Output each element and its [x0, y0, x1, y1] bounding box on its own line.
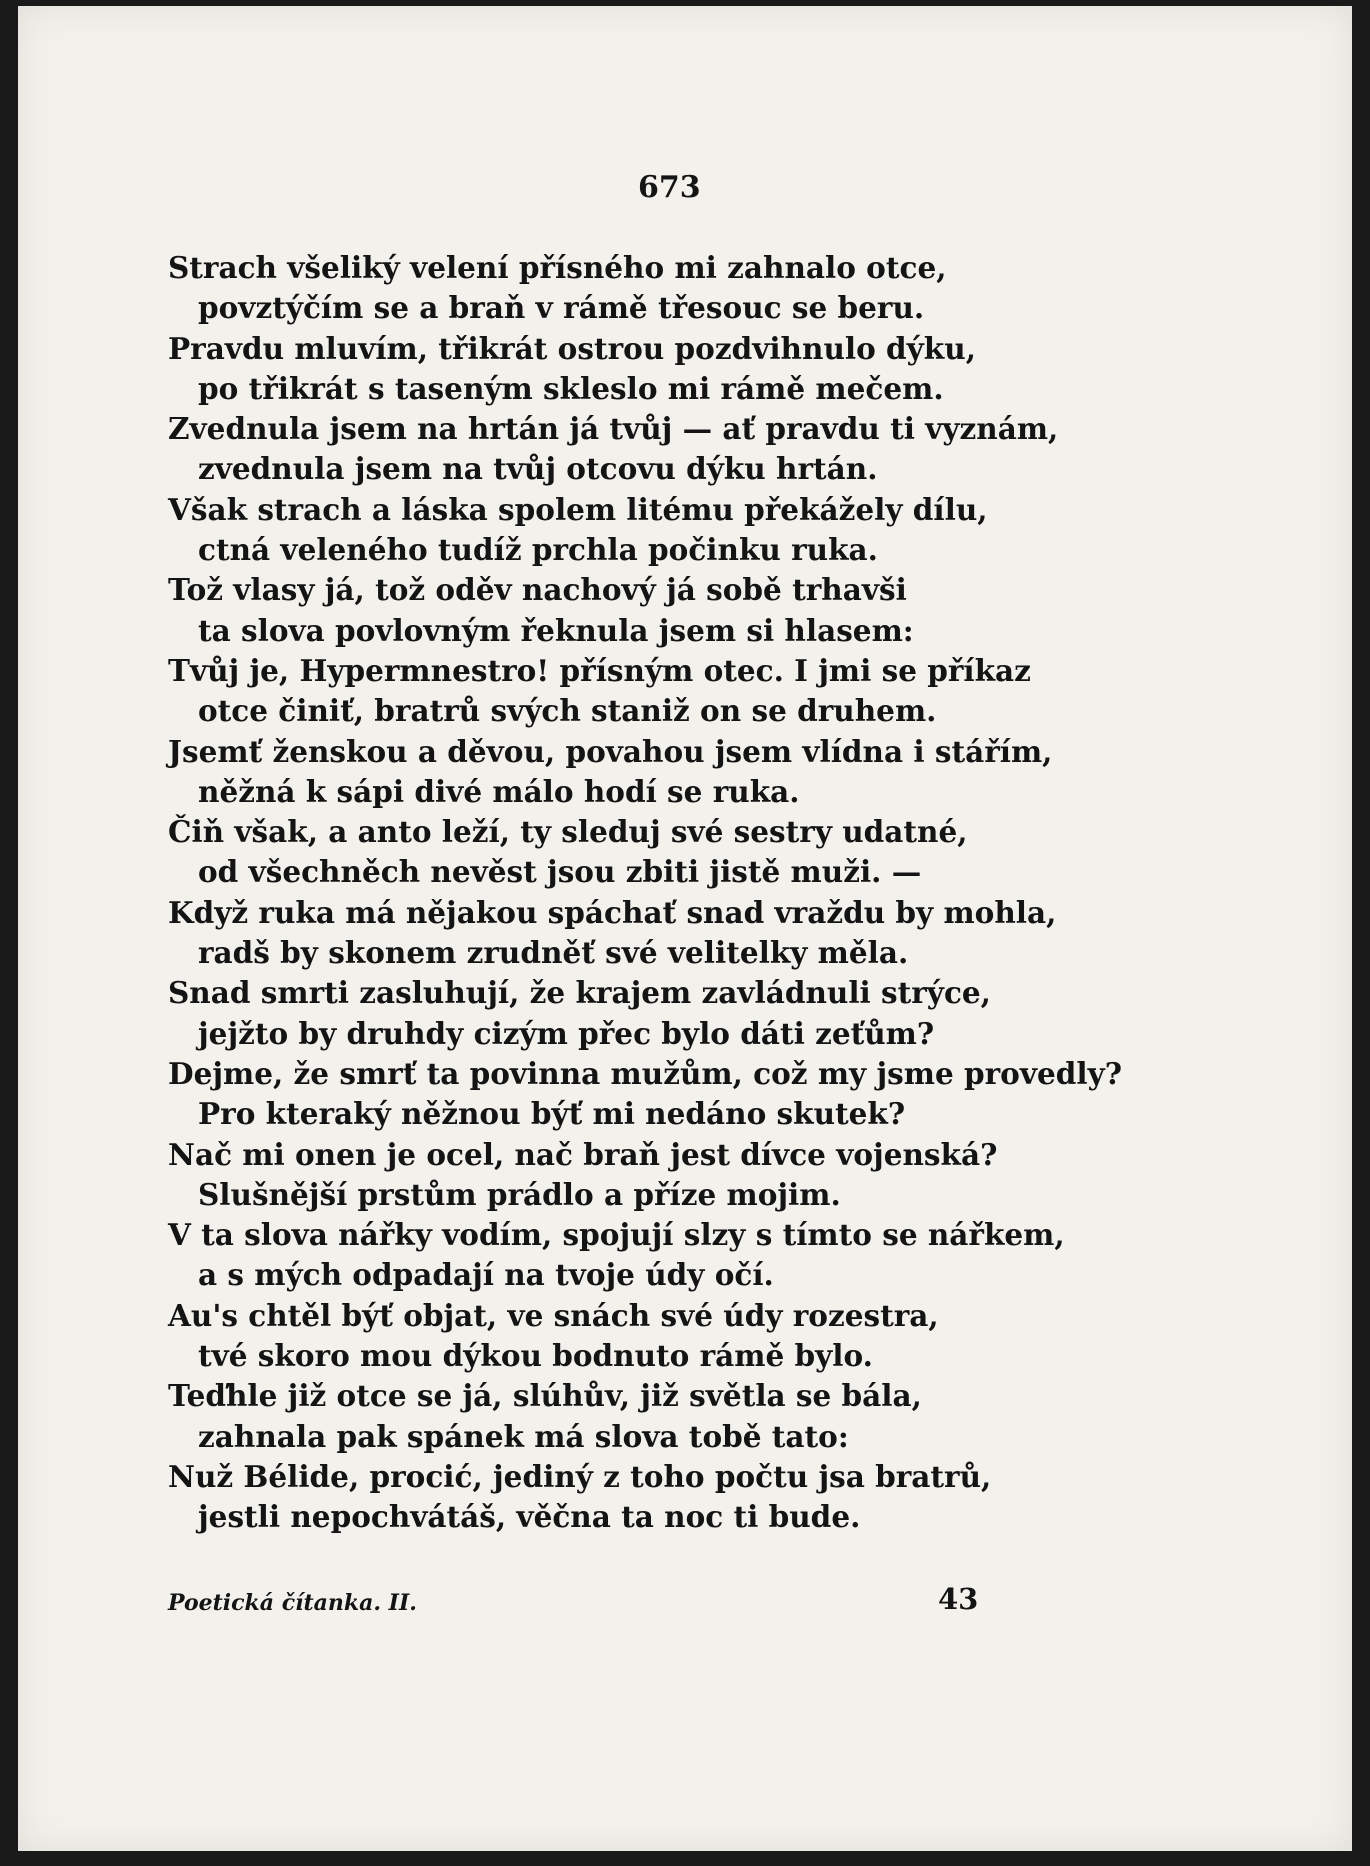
poem-line: Strach všeliký velení přísného mi zahnalo otce, [168, 250, 947, 285]
poem-line: Jsemť ženskou a děvou, povahou jsem vlídna i stářím, [168, 733, 1053, 769]
poem-line: Dejme, že smrť ta povinna mužům, což my jsme provedly? [168, 1055, 1122, 1091]
poem-line: po třikrát s taseným skleslo mi rámě mečem. [198, 370, 944, 406]
book-page [18, 6, 1352, 1851]
poem-line: Snad smrti zasluhují, že krajem zavládnuli strýce, [168, 975, 991, 1011]
poem-line: ta slova povlovným řeknula jsem si hlasem: [198, 612, 914, 648]
poem-line: radš by skonem zrudněť své velitelky měla. [198, 935, 909, 971]
footer-signature: Poetická čítanka. II. [168, 1590, 417, 1616]
poem-line: Čiň však, a anto leží, ty sleduj své sestry udatné, [168, 814, 968, 850]
page-footer [168, 1582, 988, 1622]
poem-line: Tož vlasy já, tož oděv nachový já sobě trhavši [168, 572, 907, 608]
poem-line: Nuž Bélide, procić, jediný z toho počtu jsa bratrů, [168, 1458, 992, 1494]
poem-line: tvé skoro mou dýkou bodnuto rámě bylo. [198, 1338, 873, 1374]
poem-line: povztýčím se a braň v rámě třesouc se beru. [198, 290, 925, 326]
page-number: 673 [638, 170, 701, 205]
poem-line: a s mých odpadají na tvoje údy očí. [198, 1257, 774, 1293]
poem-line: jejžto by druhdy cizým přec bylo dáti zeťům? [198, 1015, 935, 1051]
poem-text [168, 248, 1168, 1538]
poem-line: Když ruka má nějakou spáchať snad vraždu by mohla, [168, 894, 1057, 930]
poem-line: Teďhle již otce se já, slúhův, již světla se bála, [168, 1378, 922, 1414]
poem-line: ctná veleného tudíž prchla počinku ruka. [198, 532, 878, 568]
poem-line: Pro kteraký něžnou býť mi nedáno skutek? [198, 1096, 906, 1132]
sheet-number: 43 [938, 1582, 979, 1616]
poem-line: něžná k sápi divé málo hodí se ruka. [198, 773, 800, 809]
poem-line: jestli nepochvátáš, věčna ta noc ti bude. [198, 1499, 861, 1535]
poem-line: od všechněch nevěst jsou zbiti jistě muži. — [198, 854, 922, 890]
poem-line: Tvůj je, Hypermnestro! přísným otec. I jmi se příkaz [168, 652, 1031, 688]
poem-line: Au's chtěl býť objat, ve snách své údy rozestra, [168, 1297, 939, 1333]
poem-line: zahnala pak spánek má slova tobě tato: [198, 1418, 849, 1454]
poem-line: otce činiť, bratrů svých staniž on se druhem. [198, 693, 937, 729]
poem-line: zvednula jsem na tvůj otcovu dýku hrtán. [198, 451, 878, 487]
poem-line: Však strach a láska spolem litému překážely dílu, [168, 491, 988, 527]
poem-line: Pravdu mluvím, třikrát ostrou pozdvihnulo dýku, [168, 330, 976, 366]
poem-line: Slušnější prstům prádlo a příze mojim. [198, 1176, 841, 1212]
poem-line: Zvednula jsem na hrtán já tvůj — ať pravdu ti vyznám, [168, 411, 1059, 447]
poem-line: Nač mi onen je ocel, nač braň jest dívce vojenská? [168, 1136, 998, 1172]
poem-line: V ta slova nářky vodím, spojují slzy s tímto se nářkem, [168, 1217, 1065, 1253]
